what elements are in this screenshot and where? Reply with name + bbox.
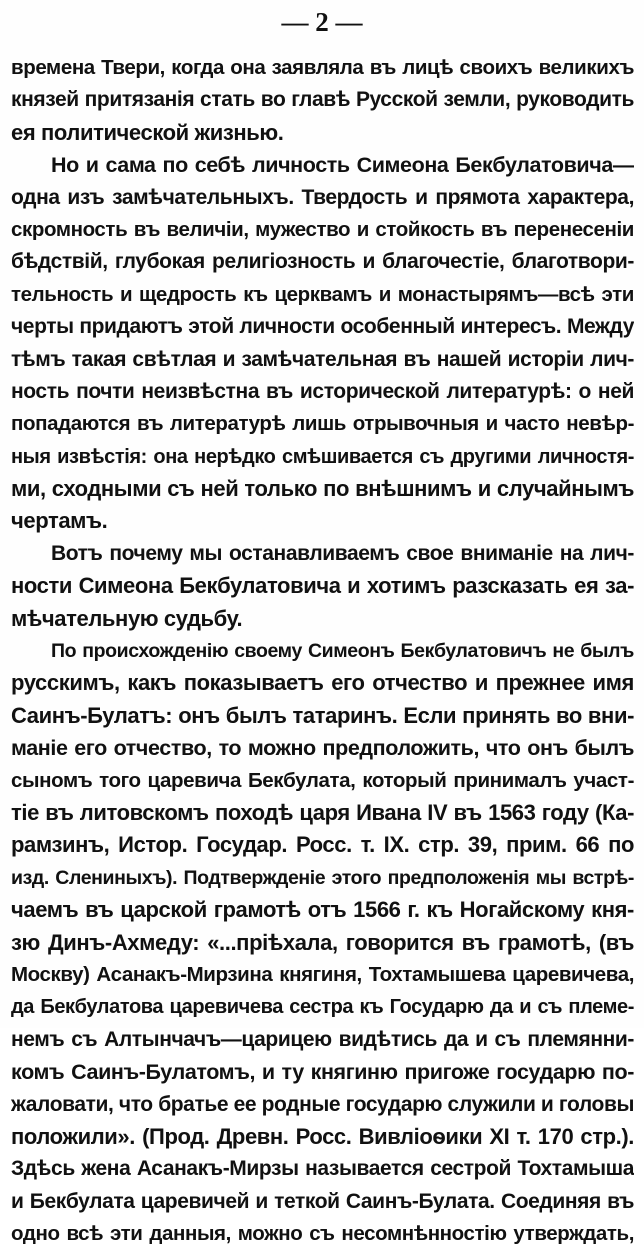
text-line: одно всѣ эти данныя, можно съ несомнѣнностію утверждать, xyxy=(11,1222,634,1246)
text-line: Саинъ-Булатъ: онъ былъ татаринъ. Если принять во вни- xyxy=(11,702,634,728)
text-line: времена Твери, когда она заявляла въ лицѣ своихъ великихъ xyxy=(11,56,634,79)
text-line: бѣдствій, глубокая религіозность и благочестіе, благотвори- xyxy=(11,250,634,274)
text-line: скромность въ величіи, мужество и стойкость въ перенесеніи xyxy=(11,217,634,241)
text-line: князей притязанія стать во главѣ Русской земли, руководить xyxy=(11,88,634,112)
text-line: немъ съ Алтынчачъ—царицею видѣтись да и съ племянни- xyxy=(11,1027,634,1051)
text-line: тельность и щедрость къ церквамъ и монастырямъ—всѣ эти xyxy=(11,282,634,306)
text-line: да Бекбулатова царевичева сестра къ Государю да и съ племе- xyxy=(11,996,634,1019)
text-line: ности Симеона Бекбулатовича и хотимъ разсказать ея за- xyxy=(11,573,634,599)
text-line: рамзинъ, Истор. Государ. Росс. т. IX. стр. 39, прим. 66 по xyxy=(11,832,634,858)
text-line: маніе его отчество, то можно предположить, что онъ былъ xyxy=(11,736,634,761)
text-line: и Бекбулата царевичей и теткой Саинъ-Булата. Соединяя въ xyxy=(11,1189,634,1213)
text-line: тіе въ литовскомъ походѣ царя Ивана IV въ 1563 году (Ка- xyxy=(11,799,634,825)
text-line: попадаются въ литературѣ лишь отрывочныя и часто невѣр- xyxy=(11,412,634,436)
text-line: Вотъ почему мы останавливаемъ свое вниманіе на лич- xyxy=(51,541,634,565)
text-line: чертамъ. xyxy=(11,508,108,534)
text-line: Здѣсь жена Асанакъ-Мирзы называется сестрой Тохтамыша xyxy=(11,1157,634,1181)
text-line: По происхожденію своему Симеонъ Бекбулатовичъ не былъ xyxy=(51,640,634,663)
text-line: ми, сходными съ ней только по внѣшнимъ и случайнымъ xyxy=(11,476,634,502)
text-line: черты придаютъ этой личности особенный интересъ. Между xyxy=(11,315,634,339)
text-line: Но и сама по себѣ личность Симеона Бекбулатовича— xyxy=(51,153,634,178)
text-line: ныя извѣстія: она нерѣдко смѣшивается съ другими личностя- xyxy=(11,445,634,468)
body-text xyxy=(11,52,634,1250)
page-number: — 2 — xyxy=(281,7,363,37)
text-line: мѣчательную судьбу. xyxy=(11,605,243,631)
text-line: Москву) Асанакъ-Мирзина княгиня, Тохтамышева царевичева, xyxy=(11,962,634,986)
text-line: ность почти неизвѣстна въ исторической литературѣ: о ней xyxy=(11,379,634,403)
text-line: сыномъ того царевича Бекбулата, который принималъ участ- xyxy=(11,768,634,792)
text-line: положили». (Прод. Древн. Росс. Вивліоѳики XI т. 170 стр.). xyxy=(11,1123,634,1149)
text-line: жаловати, что братье ее родные государю служили и головы xyxy=(11,1092,634,1116)
text-line: зю Динъ-Ахмеду: «...пріѣхала, говорится въ грамотѣ, (въ xyxy=(11,929,634,955)
text-line: одна изъ замѣчательныхъ. Твердость и прямота характера, xyxy=(11,185,634,209)
text-line: комъ Саинъ-Булатомъ, и ту княгиню пригоже государю по- xyxy=(11,1060,634,1085)
text-line: русскимъ, какъ показываетъ его отчество и прежнее имя xyxy=(11,670,634,696)
text-line: тѣмъ такая свѣтлая и замѣчательная въ нашей исторіи лич- xyxy=(11,347,634,371)
text-line: ея политической жизнью. xyxy=(11,119,284,145)
text-line: чаемъ въ царской грамотѣ отъ 1566 г. къ Ногайскому кня- xyxy=(11,897,634,923)
text-line: изд. Слениныхъ). Подтвержденіе этого предположенія мы встрѣ- xyxy=(11,866,634,889)
